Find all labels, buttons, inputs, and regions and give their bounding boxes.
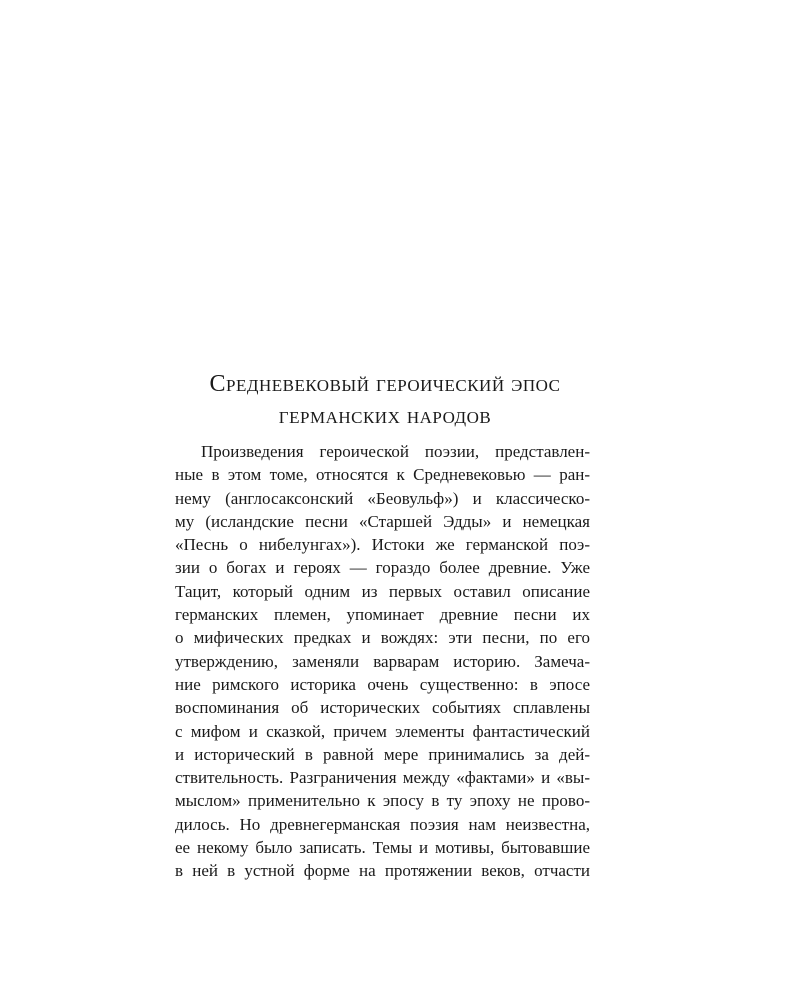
chapter-title-line-1: Средневековый героический эпос [209, 371, 561, 397]
text-line: Произведения героической поэзии, представлен- [201, 442, 590, 461]
text-line: о мифических предках и вождях: эти песни, по его [175, 628, 590, 648]
text-line: зии о богах и героях — гораздо более древние. Уже [175, 558, 590, 578]
text-line: утверждению, заменяли варварам историю. Замеча- [175, 651, 590, 671]
text-line: мыслом» применительно к эпосу в ту эпоху не прово- [175, 791, 590, 811]
text-line: му (исландские песни «Старшей Эдды» и немецкая [175, 511, 590, 531]
text-line: ствительность. Разграничения между «фактами» и «вы- [175, 768, 590, 788]
text-line: и исторический в равной мере принимались за дей- [175, 744, 590, 764]
text-line: «Песнь о нибелунгах»). Истоки же германской поэ- [175, 535, 590, 555]
chapter-title [140, 368, 630, 432]
text-line: ние римского историка очень существенно: в эпосе [175, 674, 590, 694]
text-line: ные в этом томе, относятся к Средневековью — ран- [175, 465, 590, 485]
text-line: с мифом и сказкой, причем элементы фантастический [175, 721, 590, 741]
body-paragraph [175, 440, 590, 883]
text-line: Тацит, который одним из первых оставил описание [175, 581, 590, 601]
text-line: дилось. Но древнегерманская поэзия нам неизвестна, [175, 814, 590, 834]
chapter-title-line-2: германских народов [278, 403, 492, 429]
text-line: нему (англосаксонский «Беовульф») и классическо- [175, 488, 590, 508]
text-line: воспоминания об исторических событиях сплавлены [175, 698, 590, 718]
text-line: германских племен, упоминает древние песни их [175, 605, 590, 625]
text-line: ее некому было записать. Темы и мотивы, бытовавшие [175, 838, 590, 858]
text-line: в ней в устной форме на протяжении веков, отчасти [175, 861, 590, 881]
